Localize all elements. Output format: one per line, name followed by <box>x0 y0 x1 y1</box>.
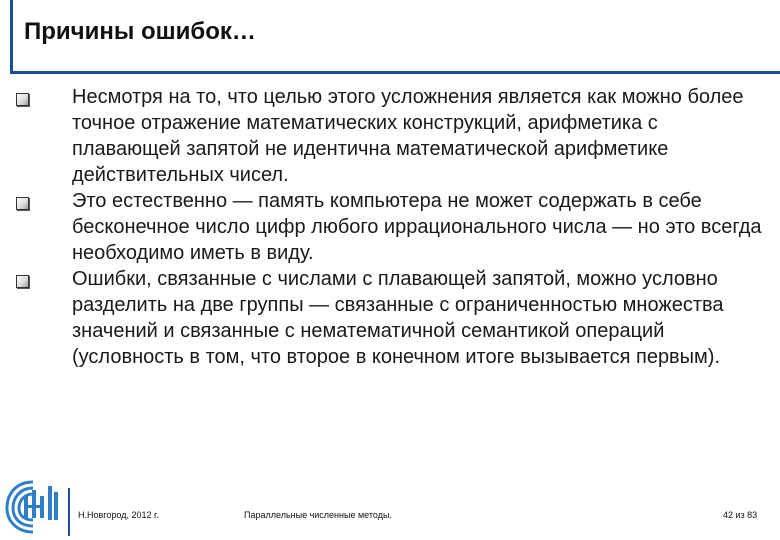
square-bullet-icon <box>16 197 29 210</box>
bullet-item <box>16 266 766 370</box>
square-bullet-icon <box>16 275 29 288</box>
slide-title: Причины ошибок… <box>24 18 256 45</box>
square-bullet-icon <box>16 93 29 106</box>
bullet-item <box>16 188 766 266</box>
footer-divider <box>68 488 70 536</box>
footer-course: Параллельные численные методы. <box>244 510 392 520</box>
bullet-text: Несмотря на то, что целью этого усложнения является как можно более точное отражение математических конструкций, арифметика с плавающей запятой не идентична математической арифметике действительных чисел. <box>72 86 744 186</box>
bullet-item <box>16 84 766 188</box>
bullet-list <box>16 84 766 370</box>
page-number: 42 из 83 <box>723 510 758 520</box>
university-logo-icon <box>2 476 64 536</box>
bullet-text: Ошибки, связанные с числами с плавающей запятой, можно условно разделить на две группы — связанные с ограниченностью множества значений и связанные с нематематичной семантикой операций (условность в том, что второе в конечном итоге вызывается первым). <box>72 268 724 368</box>
footer-location: Н.Новгород, 2012 г. <box>78 510 159 520</box>
bullet-text: Это естественно — память компьютера не может содержать в себе бесконечное число цифр любого иррационального числа — но это всегда необходимо иметь в виду. <box>72 190 762 264</box>
